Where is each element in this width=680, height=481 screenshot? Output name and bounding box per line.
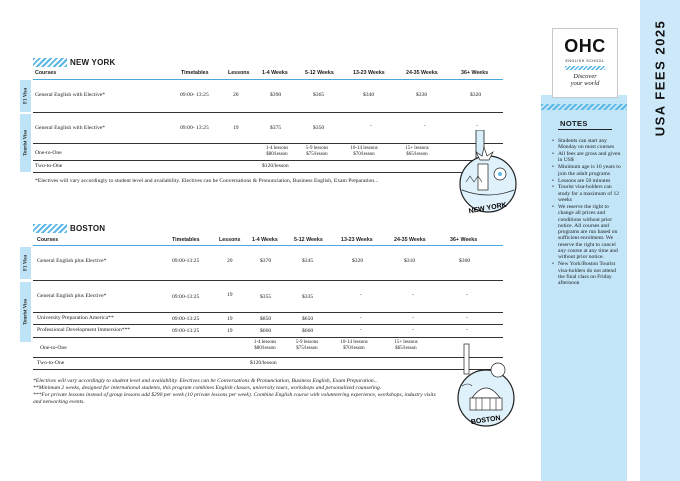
ny-row2-p4: - <box>424 123 426 129</box>
ny-row2-p2: $350 <box>313 125 325 131</box>
boston-row3-course: University Preparation America** <box>37 315 114 321</box>
note-item: • Lessons are 50 minutes <box>558 178 624 184</box>
boston-row3-p5: - <box>466 315 468 321</box>
boston-row2-p1: $355 <box>260 294 272 300</box>
boston-col-w3: 13-23 Weeks <box>341 237 373 243</box>
logo-hatch <box>565 66 605 70</box>
boston-row3-p2: $650 <box>302 316 314 322</box>
boston-row1-p4: $310 <box>404 258 416 264</box>
boston-row4-lessons: 19 <box>227 328 233 334</box>
ny-col-w3: 13-23 Weeks <box>353 70 385 76</box>
ny-row2-p3: - <box>370 123 372 129</box>
ny-row2-course: General English with Elective* <box>35 125 106 131</box>
boston-row3-lessons: 19 <box>227 316 233 322</box>
ny-col-w5: 36+ Weeks <box>461 70 489 76</box>
ny-two-to-one-label: Two-to-One <box>35 163 63 169</box>
ny-col-lessons: Lessons <box>228 70 250 76</box>
boston-col-w2: 5-12 Weeks <box>294 237 323 243</box>
note-item: • We reserve the right to change all prices and conditions without prior notice. All courses and programs are run based on sufficient enrolment. We reserve the right to cancel any course at any time and without prior notice. <box>558 204 624 261</box>
side-title-strip <box>640 0 680 481</box>
ny-one-to-one-tier1: 1-4 lessons $80/lesson <box>265 146 289 157</box>
ny-tourist-visa-label: Tourist Visa <box>20 114 31 172</box>
ny-row1-course: General English with Elective* <box>35 92 106 98</box>
ny-row-rule <box>33 143 503 144</box>
boston-row2-p4: - <box>412 292 414 298</box>
ny-col-courses: Courses <box>35 70 57 76</box>
boston-row4-p3: - <box>360 327 362 333</box>
boston-row1-lessons: 20 <box>227 258 233 264</box>
boston-row4-p1: $660 <box>260 328 272 334</box>
boston-row1-course: General English plus Elective* <box>37 258 107 264</box>
boston-row1-p5: $300 <box>459 258 471 264</box>
boston-row3-p3: - <box>360 315 362 321</box>
boston-row1-p1: $370 <box>260 258 272 264</box>
boston-one-to-one-tier2: 5-9 lessons $75/lesson <box>295 340 319 351</box>
ny-row2-time: 09:00- 13:25 <box>180 125 209 131</box>
boston-row-rule <box>33 337 503 338</box>
ohc-logo <box>552 28 618 98</box>
tagline-line-2: your world <box>570 80 600 87</box>
boston-row2-course: General English plus Elective* <box>37 293 107 299</box>
boston-badge-text: BOSTON <box>470 414 502 427</box>
boston-col-w5: 36+ Weeks <box>450 237 478 243</box>
boston-row4-p2: $660 <box>302 328 314 334</box>
ny-row-rule <box>33 112 503 113</box>
boston-footnote-1: *Electives will vary accordingly to student level and availability. Electives can be Conversations & Pronunciation, Business English, Exam Preparation... <box>33 378 378 384</box>
note-item: • New York/Boston Tourist visa-holders do not attend the final class on Friday afternoon <box>558 261 624 286</box>
ny-row1-time: 09:00- 13:25 <box>180 92 209 98</box>
ny-header-rule <box>33 79 503 80</box>
boston-two-to-one-label: Two-to-One <box>37 360 65 366</box>
boston-row2-lessons: 19 <box>227 292 233 298</box>
logo-subtext: ENGLISH SCHOOL <box>565 59 605 63</box>
boston-badge-icon <box>450 340 522 436</box>
boston-tourist-visa-label: Tourist Visa <box>20 282 31 342</box>
boston-row-rule <box>33 357 503 358</box>
new-york-badge-icon <box>452 130 524 222</box>
boston-row1-p2: $345 <box>302 258 314 264</box>
boston-row4-p5: - <box>466 327 468 333</box>
boston-one-to-one-tier3: 10-14 lessons $70/lesson <box>340 340 368 351</box>
boston-row2-time: 09:00-13:25 <box>172 294 200 300</box>
boston-row2-p3: - <box>360 292 362 298</box>
ny-row1-p1: $390 <box>270 92 282 98</box>
note-item: • Students can start any Monday on most courses <box>558 138 624 151</box>
boston-row3-p1: $850 <box>260 316 272 322</box>
boston-row2-p2: $335 <box>302 294 314 300</box>
boston-row3-time: 09:00-13:25 <box>172 316 200 322</box>
boston-one-to-one-label: One-to-One <box>40 345 67 351</box>
ny-section-title: NEW YORK <box>70 58 116 67</box>
ny-one-to-one-tier2: 5-9 lessons $75/lesson <box>305 146 329 157</box>
ny-row1-p2: $365 <box>313 92 325 98</box>
boston-col-w4: 24-35 Weeks <box>394 237 426 243</box>
boston-col-timetables: Timetables <box>172 237 200 243</box>
notes-header-hatch <box>541 104 627 110</box>
boston-col-courses: Courses <box>37 237 59 243</box>
ny-one-to-one-label: One-to-One <box>35 150 62 156</box>
tagline-line-1: Discover <box>573 73 597 80</box>
boston-row4-time: 09:00-13:25 <box>172 328 200 334</box>
boston-row3-p4: - <box>412 315 414 321</box>
ny-row2-p1: $375 <box>270 125 282 131</box>
ny-section-hatch <box>33 58 67 67</box>
new-york-badge-text: NEW YORK <box>468 201 508 216</box>
notes-title-rule <box>558 129 612 130</box>
boston-row-rule <box>33 369 503 370</box>
note-item: • Minimum age is 16 years to join the adult programs <box>558 164 624 177</box>
logo-text: OHC <box>564 36 606 56</box>
ny-row1-lessons: 20 <box>233 92 239 98</box>
ny-col-timetables: Timetables <box>181 70 209 76</box>
boston-section-title: BOSTON <box>70 224 106 233</box>
boston-header-rule <box>33 245 503 246</box>
ny-f1-visa-label: F1 Visa <box>20 80 31 112</box>
boston-section-hatch <box>33 224 67 233</box>
side-title: USA FEES 2025 <box>652 19 668 137</box>
ny-row2-lessons: 19 <box>233 125 239 131</box>
ny-one-to-one-tier4: 15+ lessons $65/lesson <box>405 146 429 157</box>
ny-one-to-one-tier3: 10-14 lessons $70/lesson <box>350 146 378 157</box>
boston-row-rule <box>33 312 503 313</box>
note-item: • Tourist visa-holders can study for a maximum of 12 weeks <box>558 184 624 203</box>
notes-list <box>558 138 624 287</box>
ny-two-to-one-price: $120/lesson <box>262 163 289 169</box>
boston-row-rule <box>33 324 503 325</box>
boston-row4-p4: - <box>412 327 414 333</box>
ny-col-w4: 24-35 Weeks <box>406 70 438 76</box>
boston-f1-visa-label: F1 Visa <box>20 247 31 279</box>
ny-row2-p5: - <box>476 123 478 129</box>
notes-title: NOTES <box>560 119 588 128</box>
boston-footnote-3: ***For private lessons instead of group lessons add $290 per week (10 private lessons per week). Combine English course with volunteering experience, workshops, industry visits and networking events. <box>33 392 436 405</box>
boston-one-to-one-tier1: 1-4 lessons $80/lesson <box>253 340 277 351</box>
ny-row-rule <box>33 160 503 161</box>
boston-row2-p5: - <box>466 292 468 298</box>
boston-two-to-one-price: $120/lesson <box>250 360 277 366</box>
ny-footnote: *Electives will vary accordingly to student level and availability. Electives can be Conversations & Pronunciation, Business English, Exam Preparation... <box>35 178 379 184</box>
ny-row1-p4: $330 <box>416 92 428 98</box>
boston-row-rule <box>33 280 503 281</box>
boston-col-lessons: Lessons <box>219 237 241 243</box>
note-item: • All fees are gross and given in US$ <box>558 151 624 164</box>
ny-row1-p5: $320 <box>470 92 482 98</box>
boston-row1-p3: $320 <box>352 258 364 264</box>
ny-col-w1: 1-4 Weeks <box>262 70 288 76</box>
boston-footnote-2: **Minimum 2 weeks, designed for international students, this program combines English classes, university tours, workshops and personalized counseling. <box>33 385 382 391</box>
boston-row1-time: 09:00-13:25 <box>172 258 200 264</box>
ny-col-w2: 5-12 Weeks <box>305 70 334 76</box>
boston-row4-course: Professional Development Immersion*** <box>37 327 131 333</box>
boston-one-to-one-tier4: 15+ lessons $65/lesson <box>394 340 418 351</box>
ny-row1-p3: $340 <box>363 92 375 98</box>
ny-row-rule <box>33 172 503 173</box>
boston-col-w1: 1-4 Weeks <box>252 237 278 243</box>
